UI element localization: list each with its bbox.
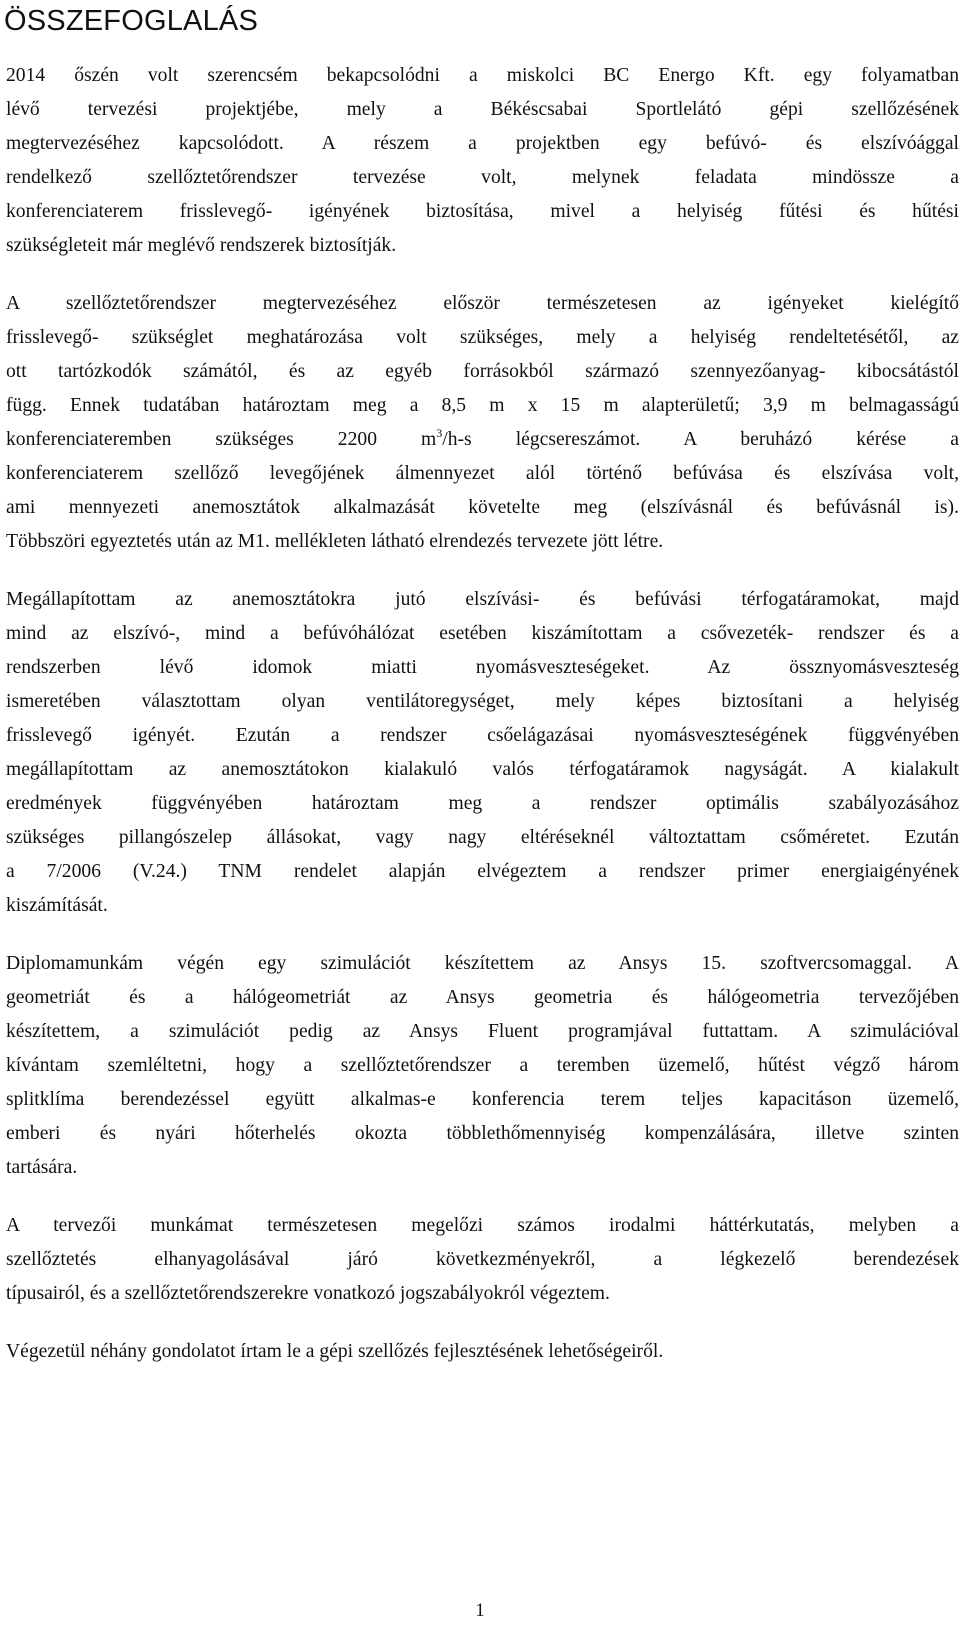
text-line: ismeretében választottam olyan ventilátoregységet, mely képes biztosítani a helyiség xyxy=(6,691,959,712)
text-line-with-superscript xyxy=(6,423,959,457)
text-line: készítettem, a szimulációt pedig az Ansys Fluent programjával futtattam. A szimulációval xyxy=(6,1021,959,1042)
paragraph-research xyxy=(6,1209,959,1311)
text-line: splitklíma berendezéssel együtt alkalmas-e konferencia terem teljes kapacitáson üzemelő, xyxy=(6,1089,959,1110)
text-line: lévő tervezési projektjébe, mely a Békéscsabai Sportlelátó gépi szellőzésének xyxy=(6,99,959,120)
text-line: emberi és nyári hőterhelés okozta többlethőmennyiség kompenzálására, illetve szinten xyxy=(6,1123,959,1144)
paragraph-conclusion xyxy=(6,1335,959,1369)
text-line: szükségleteit már meglévő rendszerek biztosítják. xyxy=(6,235,397,256)
text-line: frisslevegő igényét. Ezután a rendszer csőelágazásai nyomásveszteségének függvényében xyxy=(6,725,959,746)
text-line: eredmények függvényében határoztam meg a rendszer optimális szabályozásához xyxy=(6,793,959,814)
text-line: ott tartózkodók számától, és az egyéb forrásokból származó szennyezőanyag- kibocsátástól xyxy=(6,361,959,382)
paragraph-calculations xyxy=(6,583,959,923)
text-line: konferenciaterem szellőző levegőjének álmennyezet alól történő befúvása és elszívása volt, xyxy=(6,463,959,484)
text-line: 2014 őszén volt szerencsém bekapcsolódni a miskolci BC Energo Kft. egy folyamatban xyxy=(6,65,959,86)
text-line: frisslevegő- szükséglet meghatározása volt szükséges, mely a helyiség rendeltetésétől, az xyxy=(6,327,959,348)
text-line: szellőztetés elhanyagolásával járó következményekről, a légkezelő berendezések xyxy=(6,1249,959,1270)
text-segment: konferenciateremben szükséges 2200 m xyxy=(6,429,437,450)
text-segment: /h-s légcsereszámot. A beruházó kérése a xyxy=(442,429,959,450)
text-line: A tervezői munkámat természetesen megelőzi számos irodalmi háttérkutatás, melyben a xyxy=(6,1215,959,1236)
text-line: függ. Ennek tudatában határoztam meg a 8,5 m x 15 m alapterületű; 3,9 m belmagasságú xyxy=(6,395,959,416)
text-line: a 7/2006 (V.24.) TNM rendelet alapján elvégeztem a rendszer primer energiaigényének xyxy=(6,861,959,882)
page-number: 1 xyxy=(475,1600,485,1621)
text-line: kívántam szemléltetni, hogy a szellőztetőrendszer a teremben üzemelő, hűtést végző három xyxy=(6,1055,959,1076)
document-body xyxy=(6,59,959,1393)
text-line: rendszerben lévő idomok miatti nyomásveszteségeket. Az össznyomásveszteség xyxy=(6,657,959,678)
text-line: geometriát és a hálógeometriát az Ansys geometria és hálógeometria tervezőjében xyxy=(6,987,959,1008)
paragraph-requirements xyxy=(6,287,959,559)
text-line: mind az elszívó-, mind a befúvóhálózat esetében kiszámítottam a csővezeték- rendszer és a xyxy=(6,623,959,644)
text-line: Végezetül néhány gondolatot írtam le a gépi szellőzés fejlesztésének lehetőségeiről. xyxy=(6,1341,664,1362)
text-line: ami mennyezeti anemosztátok alkalmazását követelte meg (elszívásnál és befúvásnál is). xyxy=(6,497,959,518)
text-line: megállapítottam az anemosztátokon kialakuló valós térfogatáramok nagyságát. A kialakult xyxy=(6,759,959,780)
page-title: ÖSSZEFOGLALÁS xyxy=(4,5,259,37)
text-line: szükséges pillangószelep állásokat, vagy nagy eltéréseknél változtattam csőméretet. Ezután xyxy=(6,827,959,848)
text-line: Megállapítottam az anemosztátokra jutó elszívási- és befúvási térfogatáramokat, majd xyxy=(6,589,959,610)
text-line: A szellőztetőrendszer megtervezéséhez először természetesen az igényeket kielégítő xyxy=(6,293,959,314)
text-line: Diplomamunkám végén egy szimulációt készítettem az Ansys 15. szoftvercsomaggal. A xyxy=(6,953,959,974)
text-line: konferenciaterem frisslevegő- igényének biztosítása, mivel a helyiség fűtési és hűtési xyxy=(6,201,959,222)
paragraph-simulation xyxy=(6,947,959,1185)
superscript-exponent: 3 xyxy=(436,426,443,440)
text-line: Többszöri egyeztetés után az M1. mellékleten látható elrendezés tervezete jött létre. xyxy=(6,531,664,552)
paragraph-introduction xyxy=(6,59,959,263)
text-line: rendelkező szellőztetőrendszer tervezése volt, melynek feladata mindössze a xyxy=(6,167,959,188)
text-line: megtervezéséhez kapcsolódott. A részem a projektben egy befúvó- és elszívóággal xyxy=(6,133,959,154)
text-line: típusairól, és a szellőztetőrendszerekre vonatkozó jogszabályokról végeztem. xyxy=(6,1283,610,1304)
text-line: kiszámítását. xyxy=(6,895,108,916)
text-line: tartására. xyxy=(6,1157,78,1178)
